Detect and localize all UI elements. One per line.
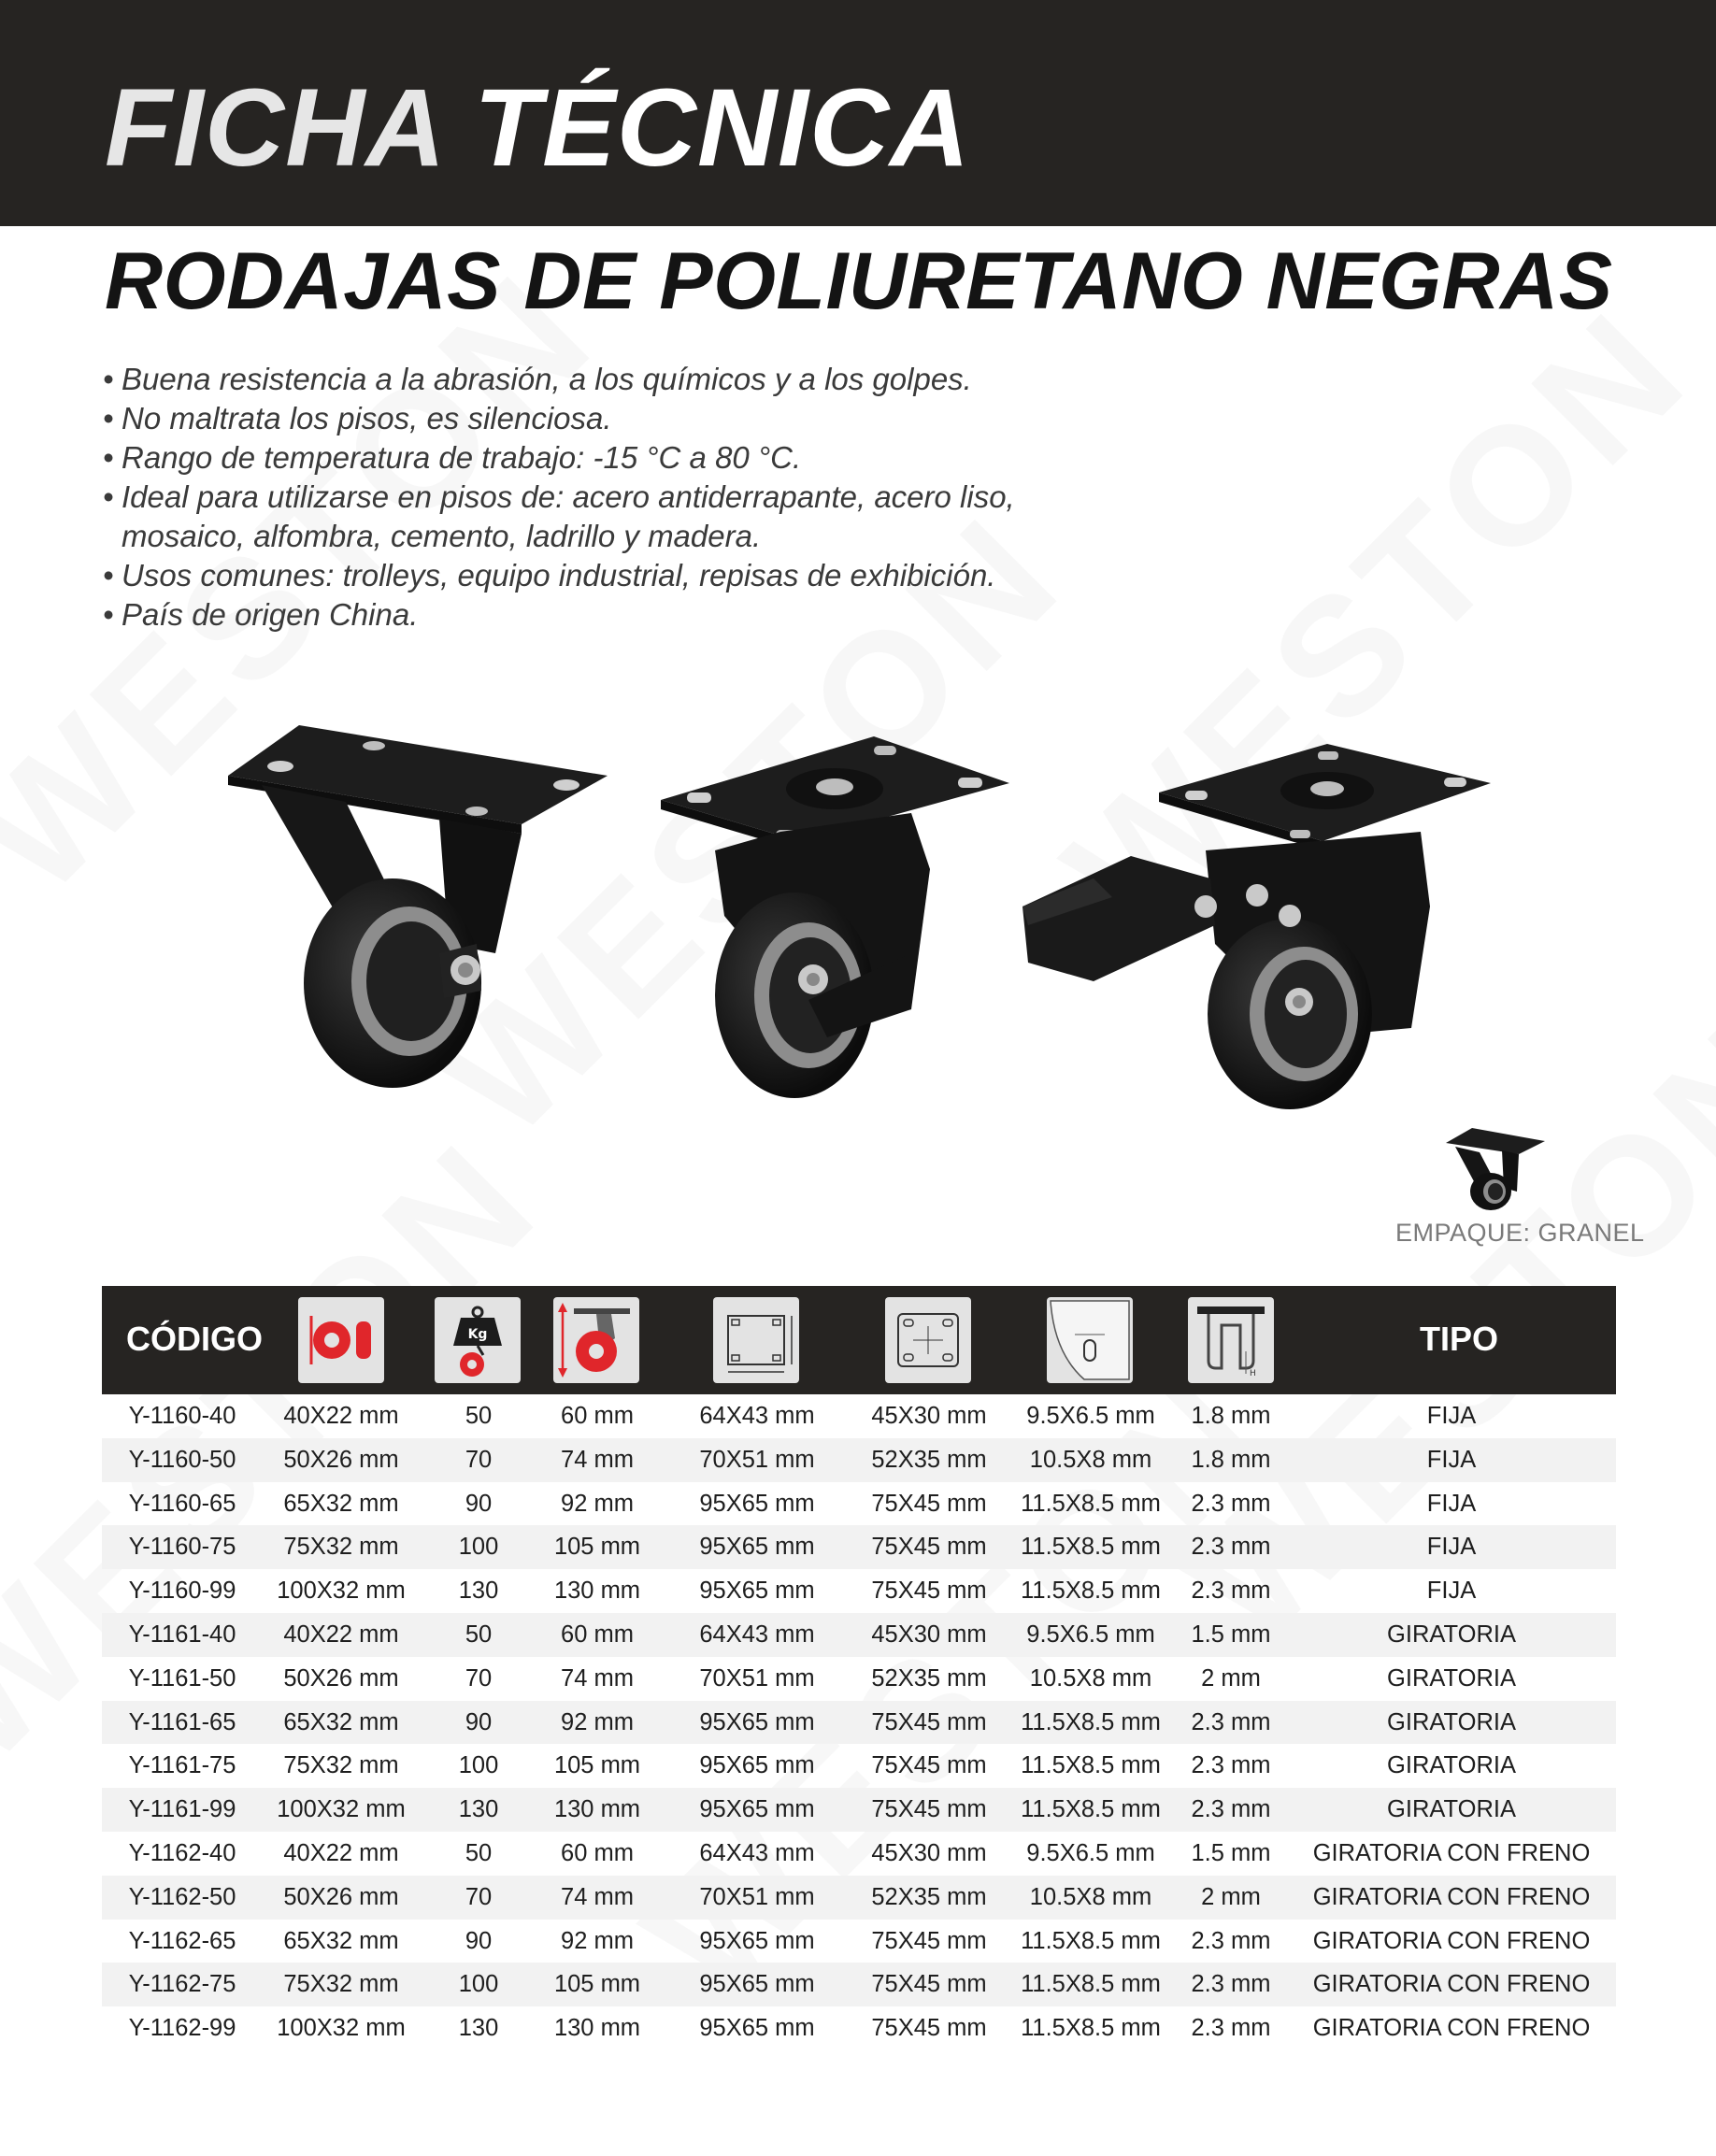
fixed-caster-image bbox=[224, 720, 617, 1093]
cell-height: 60 mm bbox=[561, 1839, 634, 1866]
cell-height: 130 mm bbox=[553, 2015, 641, 2042]
cell-type: GIRATORIA CON FRENO bbox=[1312, 1839, 1591, 1866]
product-title: RODAJAS DE POLIURETANO NEGRAS bbox=[105, 236, 1613, 326]
table-row bbox=[102, 1657, 1616, 1701]
cell-hole-spacing: 52X35 mm bbox=[871, 1664, 987, 1692]
brake-caster-image bbox=[1019, 738, 1505, 1112]
cell-hole-spacing: 52X35 mm bbox=[871, 1446, 987, 1473]
cell-height: 130 mm bbox=[553, 1796, 641, 1823]
cell-slot-size: 9.5X6.5 mm bbox=[1026, 1839, 1155, 1866]
cell-type: GIRATORIA bbox=[1387, 1752, 1516, 1779]
header-code: CÓDIGO bbox=[126, 1320, 264, 1358]
total-height-icon bbox=[553, 1297, 639, 1383]
cell-slot-size: 10.5X8 mm bbox=[1029, 1446, 1152, 1473]
cell-hole-spacing: 75X45 mm bbox=[871, 1490, 987, 1517]
cell-slot-size: 11.5X8.5 mm bbox=[1021, 1927, 1161, 1954]
feature-item: • Usos comunes: trolleys, equipo industrial, repisas de exhibición. bbox=[103, 556, 1037, 595]
header-type: TIPO bbox=[1420, 1320, 1499, 1358]
cell-wheel-size: 65X32 mm bbox=[283, 1708, 399, 1735]
cell-plate-size: 95X65 mm bbox=[699, 1971, 815, 1998]
cell-type: GIRATORIA bbox=[1387, 1664, 1516, 1692]
cell-height: 74 mm bbox=[561, 1446, 634, 1473]
svg-text:Kg: Kg bbox=[467, 1327, 488, 1342]
packing-label: EMPAQUE: GRANEL bbox=[1395, 1219, 1645, 1247]
cell-height: 60 mm bbox=[561, 1403, 634, 1429]
table-row bbox=[102, 1701, 1616, 1745]
cell-plate-size: 95X65 mm bbox=[699, 1578, 815, 1605]
cell-thickness: 2 mm bbox=[1201, 1883, 1261, 1910]
cell-load: 50 bbox=[465, 1839, 493, 1866]
cell-wheel-size: 75X32 mm bbox=[283, 1752, 399, 1779]
cell-hole-spacing: 75X45 mm bbox=[871, 1971, 987, 1998]
cell-plate-size: 95X65 mm bbox=[699, 1796, 815, 1823]
cell-plate-size: 95X65 mm bbox=[699, 1490, 815, 1517]
cell-type: GIRATORIA CON FRENO bbox=[1312, 2015, 1591, 2042]
cell-hole-spacing: 45X30 mm bbox=[871, 1621, 987, 1648]
cell-slot-size: 11.5X8.5 mm bbox=[1021, 1971, 1161, 1998]
table-row bbox=[102, 1438, 1616, 1482]
table-row bbox=[102, 1963, 1616, 2006]
feature-item: • Buena resistencia a la abrasión, a los químicos y a los golpes. bbox=[103, 360, 1037, 399]
table-row bbox=[102, 1569, 1616, 1613]
swivel-caster-image bbox=[659, 729, 1014, 1103]
cell-wheel-size: 40X22 mm bbox=[283, 1839, 399, 1866]
cell-code: Y-1161-99 bbox=[128, 1796, 236, 1823]
table-row bbox=[102, 1920, 1616, 1963]
cell-height: 105 mm bbox=[553, 1752, 641, 1779]
page-title bbox=[105, 66, 971, 190]
cell-thickness: 2.3 mm bbox=[1191, 1534, 1271, 1561]
cell-slot-size: 11.5X8.5 mm bbox=[1021, 1708, 1161, 1735]
cell-wheel-size: 50X26 mm bbox=[283, 1664, 399, 1692]
cell-wheel-size: 100X32 mm bbox=[277, 2015, 406, 2042]
cell-hole-spacing: 75X45 mm bbox=[871, 1752, 987, 1779]
slot-size-icon bbox=[1047, 1297, 1133, 1383]
cell-hole-spacing: 45X30 mm bbox=[871, 1403, 987, 1429]
hole-spacing-icon bbox=[885, 1297, 971, 1383]
cell-code: Y-1160-50 bbox=[128, 1446, 236, 1473]
cell-hole-spacing: 75X45 mm bbox=[871, 1927, 987, 1954]
cell-load: 50 bbox=[465, 1403, 493, 1429]
cell-thickness: 2.3 mm bbox=[1191, 1708, 1271, 1735]
cell-load: 100 bbox=[458, 1752, 499, 1779]
cell-load: 100 bbox=[458, 1534, 499, 1561]
wheel-size-icon bbox=[298, 1297, 384, 1383]
cell-thickness: 2.3 mm bbox=[1191, 2015, 1271, 2042]
cell-height: 74 mm bbox=[561, 1664, 634, 1692]
table-row bbox=[102, 1482, 1616, 1526]
cell-code: Y-1161-75 bbox=[128, 1752, 236, 1779]
cell-height: 60 mm bbox=[561, 1621, 634, 1648]
cell-code: Y-1162-50 bbox=[128, 1883, 236, 1910]
cell-plate-size: 95X65 mm bbox=[699, 2015, 815, 2042]
table-row bbox=[102, 1613, 1616, 1657]
cell-hole-spacing: 75X45 mm bbox=[871, 1578, 987, 1605]
cell-plate-size: 70X51 mm bbox=[699, 1883, 815, 1910]
cell-plate-size: 95X65 mm bbox=[699, 1752, 815, 1779]
cell-type: FIJA bbox=[1426, 1490, 1477, 1517]
cell-type: FIJA bbox=[1426, 1446, 1477, 1473]
cell-slot-size: 9.5X6.5 mm bbox=[1026, 1403, 1155, 1429]
cell-code: Y-1162-99 bbox=[128, 2015, 236, 2042]
cell-load: 130 bbox=[458, 1796, 499, 1823]
cell-wheel-size: 100X32 mm bbox=[277, 1796, 406, 1823]
cell-wheel-size: 40X22 mm bbox=[283, 1621, 399, 1648]
cell-code: Y-1161-50 bbox=[128, 1664, 236, 1692]
cell-type: GIRATORIA bbox=[1387, 1796, 1516, 1823]
cell-wheel-size: 75X32 mm bbox=[283, 1971, 399, 1998]
cell-code: Y-1160-40 bbox=[128, 1403, 236, 1429]
cell-code: Y-1162-65 bbox=[128, 1927, 236, 1954]
table-row bbox=[102, 1744, 1616, 1788]
table-row bbox=[102, 1832, 1616, 1876]
cell-plate-size: 95X65 mm bbox=[699, 1927, 815, 1954]
cell-code: Y-1161-65 bbox=[128, 1708, 236, 1735]
feature-item: • Rango de temperatura de trabajo: -15 °C a 80 °C. bbox=[103, 438, 1037, 478]
title-word-ficha: FICHA bbox=[105, 66, 443, 190]
cell-height: 92 mm bbox=[561, 1490, 634, 1517]
cell-load: 100 bbox=[458, 1971, 499, 1998]
cell-wheel-size: 100X32 mm bbox=[277, 1578, 406, 1605]
cell-thickness: 2.3 mm bbox=[1191, 1971, 1271, 1998]
cell-load: 130 bbox=[458, 1578, 499, 1605]
specs-table-header bbox=[102, 1286, 1616, 1394]
cell-code: Y-1160-65 bbox=[128, 1490, 236, 1517]
cell-code: Y-1162-40 bbox=[128, 1839, 236, 1866]
cell-thickness: 2.3 mm bbox=[1191, 1578, 1271, 1605]
cell-wheel-size: 50X26 mm bbox=[283, 1883, 399, 1910]
cell-thickness: 2.3 mm bbox=[1191, 1752, 1271, 1779]
cell-thickness: 2.3 mm bbox=[1191, 1927, 1271, 1954]
cell-load: 70 bbox=[465, 1664, 493, 1692]
plate-size-icon bbox=[713, 1297, 799, 1383]
cell-plate-size: 95X65 mm bbox=[699, 1534, 815, 1561]
cell-height: 92 mm bbox=[561, 1708, 634, 1735]
cell-type: GIRATORIA bbox=[1387, 1621, 1516, 1648]
cell-plate-size: 64X43 mm bbox=[699, 1621, 815, 1648]
cell-load: 130 bbox=[458, 2015, 499, 2042]
title-word-tecnica: TÉCNICA bbox=[473, 66, 971, 190]
cell-thickness: 1.5 mm bbox=[1191, 1621, 1271, 1648]
cell-slot-size: 9.5X6.5 mm bbox=[1026, 1621, 1155, 1648]
cell-load: 90 bbox=[465, 1490, 493, 1517]
cell-wheel-size: 75X32 mm bbox=[283, 1534, 399, 1561]
cell-thickness: 2.3 mm bbox=[1191, 1490, 1271, 1517]
cell-code: Y-1162-75 bbox=[128, 1971, 236, 1998]
cell-load: 90 bbox=[465, 1927, 493, 1954]
cell-type: GIRATORIA CON FRENO bbox=[1312, 1971, 1591, 1998]
bulk-packing-icon bbox=[1444, 1126, 1547, 1210]
cell-hole-spacing: 75X45 mm bbox=[871, 1534, 987, 1561]
table-row bbox=[102, 1394, 1616, 1438]
cell-type: GIRATORIA bbox=[1387, 1708, 1516, 1735]
cell-plate-size: 95X65 mm bbox=[699, 1708, 815, 1735]
specs-table-body bbox=[102, 1394, 1616, 2050]
cell-thickness: 2.3 mm bbox=[1191, 1796, 1271, 1823]
cell-thickness: 2 mm bbox=[1201, 1664, 1261, 1692]
cell-slot-size: 10.5X8 mm bbox=[1029, 1664, 1152, 1692]
feature-list bbox=[103, 360, 1037, 635]
plate-thickness-icon bbox=[1188, 1297, 1274, 1383]
feature-item: • No maltrata los pisos, es silenciosa. bbox=[103, 399, 1037, 438]
cell-height: 105 mm bbox=[553, 1534, 641, 1561]
table-row bbox=[102, 1788, 1616, 1832]
cell-hole-spacing: 75X45 mm bbox=[871, 1796, 987, 1823]
feature-item: • País de origen China. bbox=[103, 595, 1037, 635]
cell-hole-spacing: 75X45 mm bbox=[871, 2015, 987, 2042]
cell-load: 70 bbox=[465, 1883, 493, 1910]
cell-load: 70 bbox=[465, 1446, 493, 1473]
cell-type: GIRATORIA CON FRENO bbox=[1312, 1883, 1591, 1910]
cell-height: 92 mm bbox=[561, 1927, 634, 1954]
cell-slot-size: 11.5X8.5 mm bbox=[1021, 2015, 1161, 2042]
cell-thickness: 1.8 mm bbox=[1191, 1446, 1271, 1473]
table-row bbox=[102, 1525, 1616, 1569]
cell-code: Y-1161-40 bbox=[128, 1621, 236, 1648]
cell-code: Y-1160-99 bbox=[128, 1578, 236, 1605]
cell-type: FIJA bbox=[1426, 1403, 1477, 1429]
table-row bbox=[102, 2006, 1616, 2050]
cell-height: 105 mm bbox=[553, 1971, 641, 1998]
cell-type: FIJA bbox=[1426, 1578, 1477, 1605]
cell-type: FIJA bbox=[1426, 1534, 1477, 1561]
cell-wheel-size: 40X22 mm bbox=[283, 1403, 399, 1429]
cell-thickness: 1.8 mm bbox=[1191, 1403, 1271, 1429]
cell-plate-size: 70X51 mm bbox=[699, 1446, 815, 1473]
cell-plate-size: 64X43 mm bbox=[699, 1839, 815, 1866]
cell-type: GIRATORIA CON FRENO bbox=[1312, 1927, 1591, 1954]
cell-hole-spacing: 45X30 mm bbox=[871, 1839, 987, 1866]
cell-plate-size: 64X43 mm bbox=[699, 1403, 815, 1429]
cell-hole-spacing: 75X45 mm bbox=[871, 1708, 987, 1735]
cell-code: Y-1160-75 bbox=[128, 1534, 236, 1561]
svg-text:H: H bbox=[1250, 1369, 1256, 1378]
cell-slot-size: 11.5X8.5 mm bbox=[1021, 1752, 1161, 1779]
cell-load: 90 bbox=[465, 1708, 493, 1735]
cell-slot-size: 11.5X8.5 mm bbox=[1021, 1490, 1161, 1517]
feature-item: • Ideal para utilizarse en pisos de: acero antiderrapante, acero liso, mosaico, alfombra, cemento, ladrillo y madera. bbox=[103, 478, 1037, 556]
cell-slot-size: 10.5X8 mm bbox=[1029, 1883, 1152, 1910]
cell-wheel-size: 65X32 mm bbox=[283, 1927, 399, 1954]
cell-height: 74 mm bbox=[561, 1883, 634, 1910]
cell-wheel-size: 50X26 mm bbox=[283, 1446, 399, 1473]
cell-height: 130 mm bbox=[553, 1578, 641, 1605]
cell-slot-size: 11.5X8.5 mm bbox=[1021, 1578, 1161, 1605]
cell-slot-size: 11.5X8.5 mm bbox=[1021, 1534, 1161, 1561]
cell-slot-size: 11.5X8.5 mm bbox=[1021, 1796, 1161, 1823]
cell-load: 50 bbox=[465, 1621, 493, 1648]
load-capacity-icon bbox=[435, 1297, 521, 1383]
table-row bbox=[102, 1876, 1616, 1920]
cell-plate-size: 70X51 mm bbox=[699, 1664, 815, 1692]
cell-hole-spacing: 52X35 mm bbox=[871, 1883, 987, 1910]
cell-wheel-size: 65X32 mm bbox=[283, 1490, 399, 1517]
cell-thickness: 1.5 mm bbox=[1191, 1839, 1271, 1866]
